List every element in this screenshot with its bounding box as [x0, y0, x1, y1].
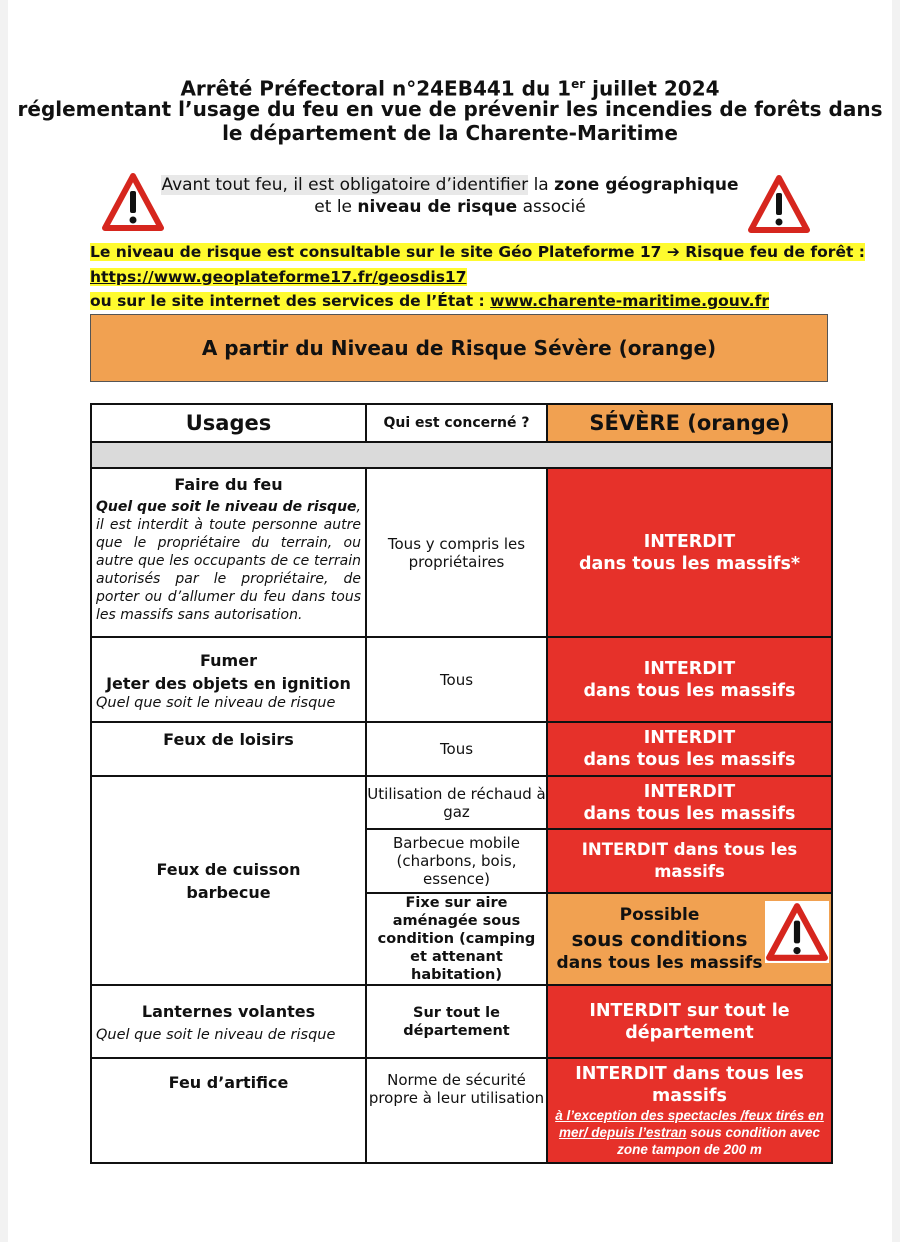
who-cell: Sur tout le département	[366, 985, 547, 1058]
status-cell: INTERDIT dans tous les massifs à l’exception des spectacles /feux tirés en mer/ depuis l’estran sous condition avec zone tampon de 200 m	[547, 1058, 832, 1163]
table-row	[91, 985, 832, 1058]
table-row	[91, 776, 832, 829]
usage-table	[90, 403, 833, 1164]
status-cell: INTERDIT dans tous les massifs	[547, 722, 832, 776]
usage-cell: Feux de loisirs	[91, 722, 366, 776]
warning-triangle-icon	[748, 174, 810, 234]
table-row	[91, 468, 832, 637]
risk-info: Le niveau de risque est consultable sur le site Géo Plateforme 17 ➔ Risque feu de forêt : https://www.geoplateforme17.fr/geosdis17 ou sur le site internet des services de l’État : www.charente-maritime.gouv.fr	[90, 243, 865, 310]
geoplateforme-link[interactable]: https://www.geoplateforme17.fr/geosdis17	[90, 267, 467, 286]
usage-cell: Lanternes volantes Quel que soit le niveau de risque	[91, 985, 366, 1058]
status-cell: INTERDIT dans tous les massifs*	[547, 468, 832, 637]
warning-badge	[765, 901, 829, 963]
who-cell: Tous y compris les propriétaires	[366, 468, 547, 637]
risk-level-banner: A partir du Niveau de Risque Sévère (orange)	[90, 314, 828, 382]
title-line-1: Arrêté Préfectoral n°24EB441 du 1er juillet 2024	[180, 76, 720, 101]
spacer-row	[91, 442, 832, 468]
who-cell: Utilisation de réchaud à gaz	[366, 776, 547, 829]
status-cell: Possible sous conditions dans tous les massifs	[547, 893, 832, 985]
header-who: Qui est concerné ?	[366, 404, 547, 442]
usage-cell: Feux de cuisson barbecue	[91, 776, 366, 985]
who-cell: Barbecue mobile (charbons, bois, essence)	[366, 829, 547, 893]
title-line-3: le département de la Charente-Maritime	[222, 121, 678, 145]
table-row	[91, 637, 832, 722]
intro-notice: Avant tout feu, il est obligatoire d’identifier la zone géographique et le niveau de risque associé	[161, 175, 739, 217]
who-cell: Tous	[366, 637, 547, 722]
status-cell: INTERDIT dans tous les massifs	[547, 637, 832, 722]
status-cell: INTERDIT dans tous les massifs	[547, 776, 832, 829]
usage-cell: Fumer Jeter des objets en ignition Quel que soit le niveau de risque	[91, 637, 366, 722]
header-usages: Usages	[91, 404, 366, 442]
who-cell: Fixe sur aire aménagée sous condition (camping et attenant habitation)	[366, 893, 547, 985]
usage-cell: Feu d’artifice	[91, 1058, 366, 1163]
who-cell: Tous	[366, 722, 547, 776]
table-row	[91, 1058, 832, 1163]
usage-cell: Faire du feu Quel que soit le niveau de risque, il est interdit à toute personne autre que le propriétaire du terrain, ou autre que les occupants de ce terrain autorisés par le propriétaire, de porter ou d’allumer du feu dans tous les massifs sans autorisation.	[91, 468, 366, 637]
gouv-link[interactable]: www.charente-maritime.gouv.fr	[490, 292, 769, 310]
who-cell: Norme de sécurité propre à leur utilisation	[366, 1058, 547, 1163]
status-cell: INTERDIT sur tout le département	[547, 985, 832, 1058]
header-level: SÉVÈRE (orange)	[547, 404, 832, 442]
table-row	[91, 722, 832, 776]
risk-info-text: Le niveau de risque est consultable sur le site Géo Plateforme 17 ➔ Risque feu de forêt :	[90, 243, 865, 261]
status-cell: INTERDIT dans tous les massifs	[547, 829, 832, 893]
warning-triangle-icon	[765, 901, 829, 963]
title-line-2: réglementant l’usage du feu en vue de prévenir les incendies de forêts dans	[17, 97, 883, 121]
